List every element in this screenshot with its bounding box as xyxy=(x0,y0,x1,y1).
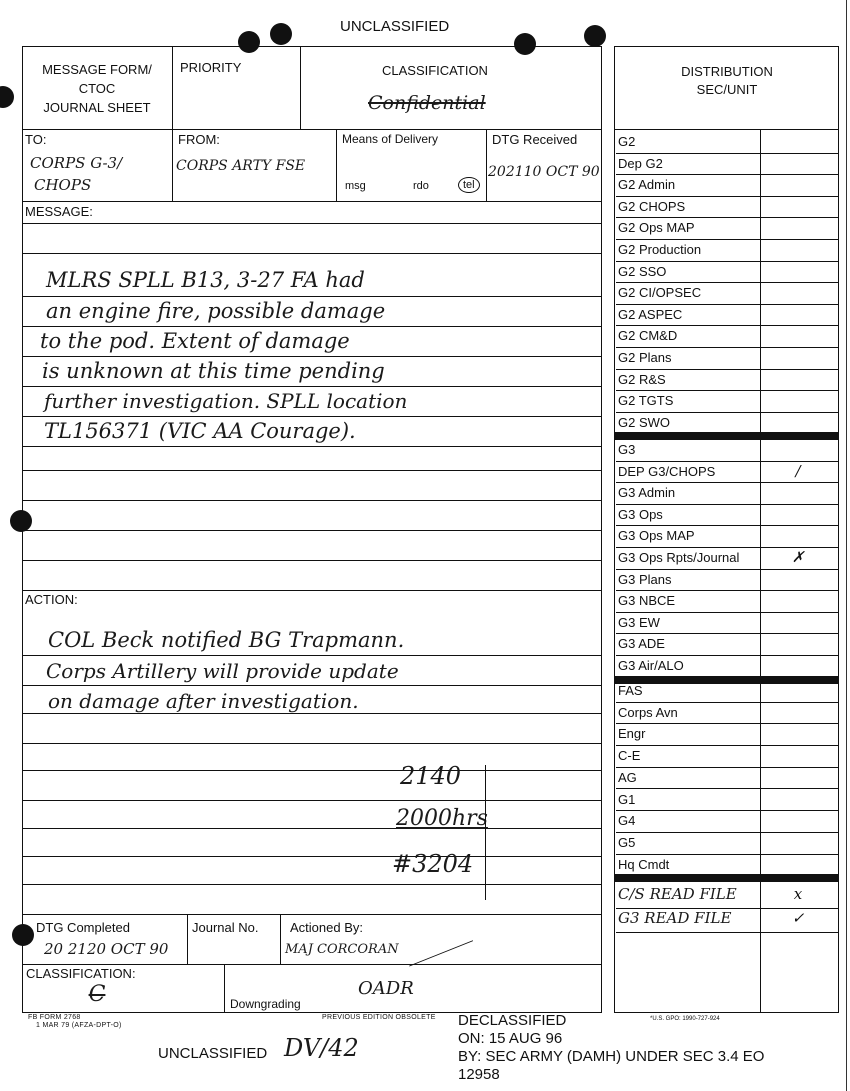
distribution-header: DISTRIBUTION SEC/UNIT xyxy=(681,64,773,97)
distribution-row-label: G2 Admin xyxy=(618,177,676,193)
punch-hole-6 xyxy=(10,510,32,532)
distribution-row xyxy=(616,908,838,933)
declass-line-2: ON: 15 AUG 96 xyxy=(458,1030,563,1047)
distribution-row-label: G3 Air/ALO xyxy=(618,658,684,673)
distribution-row-label: G2 SSO xyxy=(618,263,667,279)
distribution-row-label: Corps Avn xyxy=(618,704,678,720)
distribution-row-label: G3 Admin xyxy=(618,485,676,501)
classification-bottom-value: C xyxy=(88,982,106,1007)
distribution-row xyxy=(616,767,838,790)
distribution-row-mark: / xyxy=(795,461,801,480)
classification-bottom-label: CLASSIFICATION: xyxy=(26,966,136,981)
punch-hole-1 xyxy=(238,31,260,53)
message-line-1: MLRS SPLL B13, 3-27 FA had xyxy=(46,268,365,292)
distribution-row xyxy=(616,412,838,435)
distribution-row-label: G2 CI/OPSEC xyxy=(618,285,702,301)
means-option-rdo: rdo xyxy=(413,180,429,192)
distribution-row xyxy=(616,390,838,413)
distribution-row-label: G3 Ops Rpts/Journal xyxy=(618,550,740,565)
downgrading-label: Downgrading xyxy=(230,997,301,1011)
declass-line-3: BY: SEC ARMY (DAMH) UNDER SEC 3.4 EO xyxy=(458,1048,765,1065)
distribution-row-label: G5 xyxy=(618,834,636,850)
action-label: ACTION: xyxy=(25,592,78,607)
distribution-row-label: G3 NBCE xyxy=(618,593,676,609)
distribution-row xyxy=(616,702,838,725)
distribution-row xyxy=(616,282,838,305)
distribution-row xyxy=(616,304,838,327)
distribution-row-label: AG xyxy=(618,769,637,785)
distribution-row xyxy=(616,745,838,768)
punch-hole-4 xyxy=(584,25,606,47)
dtg-received-label: DTG Received xyxy=(492,132,578,147)
message-line-4: is unknown at this time pending xyxy=(42,359,385,383)
distribution-row xyxy=(616,369,838,392)
means-of-delivery-label: Means of Delivery xyxy=(342,132,439,146)
distribution-row-label: FAS xyxy=(618,683,643,698)
dtg-completed-value: 20 2120 OCT 90 xyxy=(44,940,169,958)
classification-label: CLASSIFICATION xyxy=(382,63,488,78)
distribution-group-divider xyxy=(615,874,838,882)
distribution-row xyxy=(616,633,838,656)
dtg-completed-label: DTG Completed xyxy=(36,920,130,935)
action-line-1: COL Beck notified BG Trapmann. xyxy=(48,628,405,652)
distribution-row-label: G3 EW xyxy=(618,614,660,630)
distribution-row-label: G3 Plans xyxy=(618,571,672,587)
classification-banner-top: UNCLASSIFIED xyxy=(340,18,450,35)
distribution-row-label: G2 CHOPS xyxy=(618,198,686,214)
form-number: FB FORM 2768 xyxy=(28,1014,81,1021)
declass-line-4: 12958 xyxy=(458,1066,500,1083)
from-label: FROM: xyxy=(178,132,220,147)
to-value-1: CORPS G-3/ xyxy=(30,154,123,172)
distribution-row-label: C/S READ FILE xyxy=(618,885,737,903)
distribution-row-label: Dep G2 xyxy=(618,155,663,171)
distribution-row xyxy=(616,723,838,746)
previous-edition-note: PREVIOUS EDITION OBSOLETE xyxy=(322,1014,436,1021)
distribution-row-label: G2 Production xyxy=(618,242,702,257)
distribution-row xyxy=(616,439,838,462)
distribution-row xyxy=(616,217,838,240)
distribution-row-label: G2 Plans xyxy=(618,350,672,365)
distribution-row xyxy=(616,525,838,548)
classification-value: Confidential xyxy=(368,92,486,114)
distribution-row-label: G2 Ops MAP xyxy=(618,220,695,236)
distribution-row xyxy=(616,131,838,154)
distribution-row xyxy=(616,680,838,703)
form-title: MESSAGE FORM/ CTOC JOURNAL SHEET xyxy=(42,62,152,115)
distribution-row xyxy=(616,461,838,484)
punch-hole-3 xyxy=(514,33,536,55)
distribution-row xyxy=(616,590,838,613)
distribution-row-label: G2 xyxy=(618,134,636,149)
distribution-row-mark: ✓ xyxy=(791,909,805,927)
message-label: MESSAGE: xyxy=(25,204,93,219)
distribution-row xyxy=(616,325,838,348)
distribution-row-label: G2 SWO xyxy=(618,414,671,430)
distribution-row-mark: x xyxy=(793,885,803,903)
distribution-row xyxy=(616,854,838,877)
distribution-row-label: Engr xyxy=(618,726,646,742)
distribution-row xyxy=(616,569,838,592)
distribution-row-label: G3 Ops xyxy=(618,506,663,522)
distribution-row-label: Hq Cmdt xyxy=(618,856,670,872)
handwritten-stroke xyxy=(485,765,486,900)
action-line-2: Corps Artillery will provide update xyxy=(46,659,399,683)
distribution-row xyxy=(616,347,838,370)
message-line-5: further investigation. SPLL location xyxy=(44,389,408,413)
distribution-gpo-note: *U.S. GPO: 1990-727-924 xyxy=(650,1016,720,1022)
distribution-row xyxy=(616,482,838,505)
distribution-row xyxy=(616,504,838,527)
declass-line-1: DECLASSIFIED xyxy=(458,1012,567,1029)
to-value-2: CHOPS xyxy=(34,176,92,194)
distribution-row-label: C-E xyxy=(618,748,641,764)
distribution-row-label: G3 xyxy=(618,442,636,457)
action-line-3: on damage after investigation. xyxy=(48,689,359,713)
punch-hole-5 xyxy=(0,86,14,108)
distribution-row-label: G2 R&S xyxy=(618,371,666,387)
punch-hole-2 xyxy=(270,23,292,45)
distribution-row xyxy=(616,789,838,812)
distribution-row xyxy=(616,196,838,219)
dtg-received-value: 202110 OCT 90 xyxy=(488,164,600,180)
distribution-row-label: G3 ADE xyxy=(618,636,665,652)
distribution-row xyxy=(616,261,838,284)
distribution-row-label: DEP G3/CHOPS xyxy=(618,463,716,479)
distribution-row xyxy=(616,884,838,909)
to-label: TO: xyxy=(25,132,47,147)
classification-banner-bottom: UNCLASSIFIED xyxy=(158,1045,268,1062)
distribution-row xyxy=(616,153,838,176)
distribution-row-label: G2 TGTS xyxy=(618,393,674,409)
distribution-row xyxy=(616,174,838,197)
distribution-row xyxy=(616,612,838,635)
priority-label: PRIORITY xyxy=(180,60,242,75)
punch-hole-7 xyxy=(12,924,34,946)
distribution-row xyxy=(616,547,838,570)
means-option-msg: msg xyxy=(345,180,366,192)
distribution-row xyxy=(616,810,838,833)
distribution-row xyxy=(616,655,838,678)
handwritten-note-time: 2140 xyxy=(400,762,462,790)
downgrading-value: OADR xyxy=(358,978,414,999)
distribution-row-label: G2 ASPEC xyxy=(618,306,683,322)
handwritten-note-hours: 2000hrs xyxy=(396,806,488,831)
form-date: 1 MAR 79 (AFZA-DPT-O) xyxy=(36,1022,122,1029)
distribution-row xyxy=(616,832,838,855)
page-edge-line xyxy=(846,0,847,1091)
distribution-row-label: G2 CM&D xyxy=(618,328,678,344)
from-value: CORPS ARTY FSE xyxy=(176,158,306,174)
handwritten-note-number: #3204 xyxy=(392,850,474,878)
page-reference: DV/42 xyxy=(284,1034,359,1062)
message-line-6: TL156371 (VIC AA Courage). xyxy=(44,419,356,443)
distribution-row-label: G3 READ FILE xyxy=(618,909,732,927)
actioned-by-value: MAJ CORCORAN xyxy=(285,942,399,957)
means-option-tel: tel xyxy=(458,177,480,193)
message-line-3: to the pod. Extent of damage xyxy=(40,329,350,353)
distribution-row-label: G4 xyxy=(618,813,636,829)
signature-stroke xyxy=(407,918,473,966)
journal-no-label: Journal No. xyxy=(192,920,259,935)
distribution-row-mark: ✗ xyxy=(791,548,805,566)
actioned-by-label: Actioned By: xyxy=(290,920,363,935)
message-line-2: an engine fire, possible damage xyxy=(46,299,386,323)
distribution-row-label: G3 Ops MAP xyxy=(618,528,695,544)
distribution-row-label: G1 xyxy=(618,791,636,807)
distribution-row xyxy=(616,239,838,262)
